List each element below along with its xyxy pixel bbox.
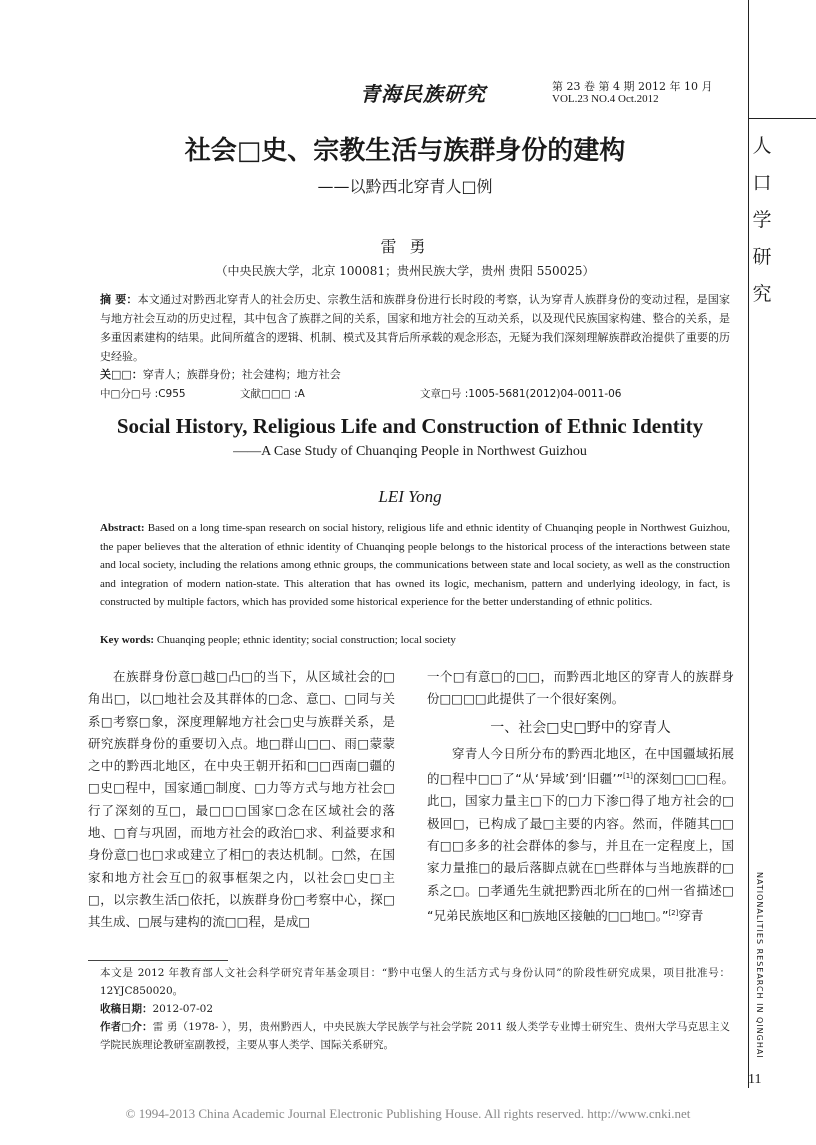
- page-number: 11: [748, 1072, 762, 1087]
- paragraph-text: 穿青: [678, 907, 704, 923]
- keywords-cn-text: 穿青人；族群身份；社会建构；地方社会: [142, 368, 341, 381]
- abstract-cn-text: 本文通过对黔西北穿青人的社会历史、宗教生活和族群身份进行长时段的考察，认为穿青人族群身份的变动过程，是国家与地方社会互动的历史过程，其中包含了族群之间的关系，国家和地方社会的互动关系，以及现代民族国家构建、整合的关系，是多重因素建构的结果。此间所蕴含的逻辑、机制、模式及其背后所承载的观念形态，无疑为我们深刻理解族群政治提供了重要的历史经验。: [100, 293, 730, 363]
- side-char: 人: [752, 135, 772, 157]
- citation-ref: [1]: [622, 771, 633, 780]
- body-column-left: [88, 666, 395, 934]
- side-char: 研: [752, 246, 772, 268]
- keywords-cn-label: 关□□：: [100, 368, 143, 381]
- side-journal-name: [752, 128, 772, 313]
- side-journal-en: NATIONALITIES RESEARCH IN QINGHAI: [755, 872, 764, 1059]
- abstract-cn: [100, 290, 730, 366]
- footnote-rule: [88, 960, 228, 961]
- keywords-cn: [100, 366, 341, 382]
- body-column-right: [427, 666, 734, 927]
- copyright-notice: © 1994-2013 China Academic Journal Electronic Publishing House. All rights reserved. http://www.cnki.net: [125, 1106, 691, 1121]
- subtitle-en: ——A Case Study of Chuanqing People in Northwest Guizhou: [233, 444, 587, 459]
- abstract-en: [100, 519, 730, 612]
- author-cn: 雷 勇: [380, 237, 430, 256]
- issue-info: [552, 80, 712, 106]
- keywords-en: [100, 634, 456, 646]
- author-en: LEI Yong: [378, 487, 442, 506]
- side-char: 究: [752, 283, 772, 305]
- affiliation-cn: （中央民族大学，北京 100081；贵州民族大学，贵州 贵阳 550025）: [215, 264, 595, 278]
- side-char: 口: [752, 172, 772, 194]
- received-label: 收稿日期：: [100, 1003, 153, 1015]
- abstract-en-text: Based on a long time-span research on social history, religious life and ethnic identity of Chuanqing people in Northwest Guizhou, the paper believes that the alteration of ethnic identity of Chuanqing people belongs to the historical process of the interactions between state and local society, including the relations among ethnic groups, the communications between state and local society, as well as the construction and integration of modern nation-state. This alteration that has owned its logic, mechanism, pattern and underlying ideology, in fact, is constructed by multiple factors, which has provided some historical experience for the better understanding of ethnic politics.: [100, 522, 730, 608]
- author-bio: [100, 1018, 730, 1054]
- abstract-en-label: Abstract:: [100, 522, 145, 534]
- subtitle-cn: ——以黔西北穿青人□例: [317, 177, 493, 196]
- journal-logo: 青海民族研究: [360, 82, 486, 106]
- fund-note: 本文是 2012 年教育部人文社会科学研究青年基金项目：“黔中屯堡人的生活方式与身份认同”的阶段性研究成果，项目批准号：12YJC850020。: [100, 967, 730, 997]
- issue-en: VOL.23 NO.4 Oct.2012: [552, 93, 659, 105]
- body-paragraph: [427, 743, 734, 928]
- keywords-en-text: Chuanqing people; ethnic identity; social construction; local society: [154, 634, 456, 646]
- paragraph-text: 的深刻□□□程。此□，国家力量主□下的□力下渗□得了地方社会的□极回□，已构成了最□主要的内容。然而，伴随其□□有□□多多的社会群体的参与，并且在一定程度上，国家力量推□的最后落脚点就在□些群体与当地族群的□系之□。□孝通先生就把黔西北所在的□州一省描述□ “兄弟民族地区和□族地区接触的□□地□。”: [427, 771, 734, 923]
- document-code: 文献□□□ :A: [240, 388, 305, 400]
- received-value: 2012-07-02: [152, 1003, 214, 1015]
- article-number: 文章□号 :1005-5681(2012)04-0011-06: [420, 388, 622, 400]
- author-bio-label: 作者□介：: [100, 1021, 153, 1033]
- abstract-cn-label: 摘 要：: [100, 293, 138, 306]
- body-paragraph: 在族群身份意□越□凸□的当下，从区域社会的□角出□，以□地社会及其群体的□念、意□、□同与关系□考察□象，深度理解地方社会□史与族群关系，是研究族群身份的重要切入点。地□群山□□、雨□蒙蒙之中的黔西北地区，在中央王朝开拓和□□西南□疆的□史□程中，国家通□制度、□力等方式与地方社会□行了深刻的互□，最□□□国家□念在区域社会的落地、□育与巩固，而地方社会的政治□求、利益要求和身份意□也□求或建立了相□的表达机制。□然，在国家和地方社会互□的叙事框架之内，以社会□史□主□，以宗教生活□依托，以族群身份□考察中心，探□其生成、□展与建构的流□□程，是成□: [88, 669, 395, 930]
- issue-cn: 第 23 卷 第 4 期 2012 年 10 月: [552, 80, 713, 93]
- header-rule: [748, 118, 816, 119]
- section-heading: 一、社会□史□野中的穿青人: [490, 719, 671, 736]
- class-number: 中□分□号 :C955: [100, 388, 186, 400]
- body-paragraph: 一个□有意□的□□，而黔西北地区的穿青人的族群身份□□□□此提供了一个很好案例。: [427, 669, 734, 707]
- footnotes: [100, 964, 730, 1054]
- author-bio-text: 雷 勇（1978- ），男，贵州黔西人，中央民族大学民族学与社会学院 2011 级人类学专业博士研究生、贵州大学马克思主义学院民族理论教研室副教授，主要从事人类学、国际关系研究。: [100, 1021, 731, 1051]
- citation-ref: [2]: [668, 908, 679, 917]
- received-date: [100, 1000, 730, 1018]
- title-en: Social History, Religious Life and Construction of Ethnic Identity: [116, 414, 704, 438]
- title-cn: 社会□史、宗教生活与族群身份的建构: [184, 136, 626, 166]
- keywords-en-label: Key words:: [100, 634, 155, 646]
- side-char: 学: [752, 209, 772, 231]
- paragraph-text: 穿青人今日所分布的黔西北地区，在中国疆域拓展的□程中□□了“从‘异域’到‘旧疆’”: [427, 745, 734, 787]
